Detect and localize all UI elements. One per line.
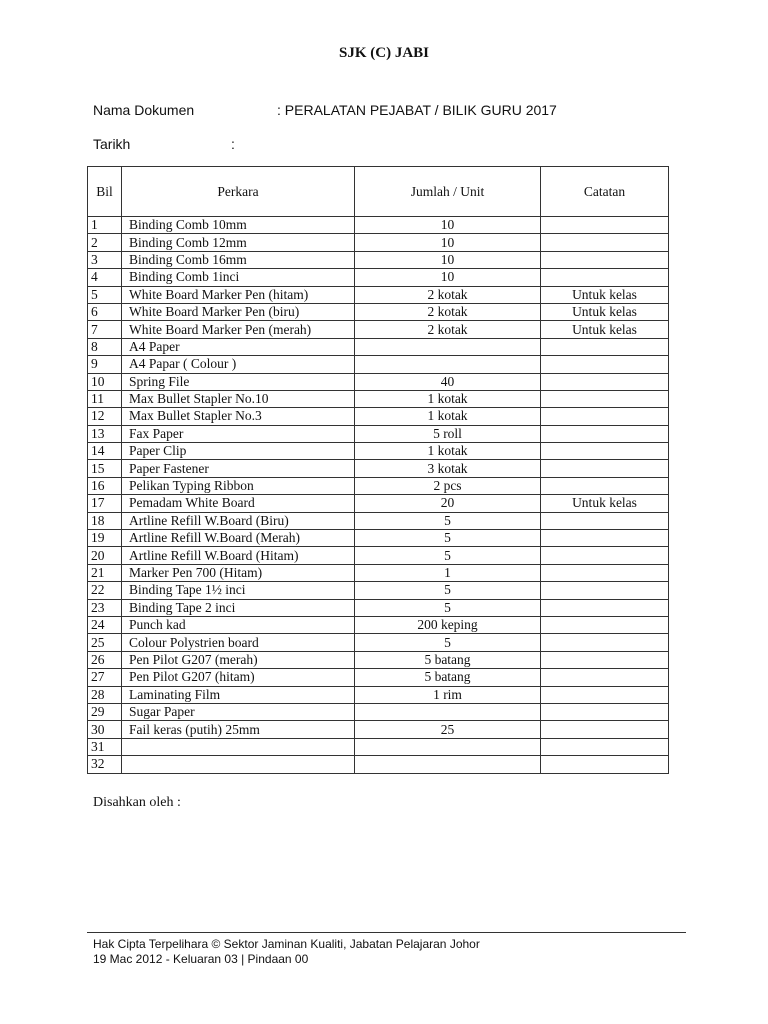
cell-jumlah-unit: 1 rim xyxy=(355,686,541,703)
table-row xyxy=(88,564,669,581)
cell-jumlah-unit: 5 roll xyxy=(355,425,541,442)
cell-catatan xyxy=(541,356,669,373)
cell-perkara: Paper Clip xyxy=(122,443,355,460)
table-row xyxy=(88,408,669,425)
cell-perkara: Artline Refill W.Board (Biru) xyxy=(122,512,355,529)
cell-bil: 10 xyxy=(88,373,122,390)
cell-bil: 29 xyxy=(88,703,122,720)
cell-bil: 8 xyxy=(88,338,122,355)
cell-catatan xyxy=(541,269,669,286)
cell-catatan xyxy=(541,251,669,268)
table-row xyxy=(88,269,669,286)
table-row xyxy=(88,338,669,355)
cell-catatan xyxy=(541,616,669,633)
cell-catatan xyxy=(541,686,669,703)
cell-bil: 12 xyxy=(88,408,122,425)
footer-revision: 19 Mac 2012 - Keluaran 03 | Pindaan 00 xyxy=(93,952,309,966)
cell-jumlah-unit: 1 kotak xyxy=(355,390,541,407)
cell-catatan xyxy=(541,564,669,581)
disahkan-label: Disahkan oleh : xyxy=(93,795,181,810)
cell-catatan xyxy=(541,721,669,738)
cell-perkara: Binding Comb 16mm xyxy=(122,251,355,268)
cell-bil: 15 xyxy=(88,460,122,477)
table-row xyxy=(88,756,669,773)
cell-bil: 1 xyxy=(88,217,122,234)
cell-perkara: A4 Paper xyxy=(122,338,355,355)
items-table xyxy=(87,166,669,774)
cell-jumlah-unit: 5 batang xyxy=(355,669,541,686)
cell-bil: 26 xyxy=(88,651,122,668)
table-row xyxy=(88,634,669,651)
cell-catatan xyxy=(541,669,669,686)
cell-jumlah-unit xyxy=(355,338,541,355)
cell-catatan: Untuk kelas xyxy=(541,286,669,303)
cell-catatan xyxy=(541,530,669,547)
cell-bil: 31 xyxy=(88,738,122,755)
cell-perkara: Laminating Film xyxy=(122,686,355,703)
cell-bil: 11 xyxy=(88,390,122,407)
cell-jumlah-unit: 5 xyxy=(355,547,541,564)
table-row xyxy=(88,234,669,251)
cell-bil: 6 xyxy=(88,303,122,320)
table-header-row xyxy=(88,167,669,217)
table-row xyxy=(88,686,669,703)
cell-jumlah-unit: 25 xyxy=(355,721,541,738)
cell-perkara: Binding Comb 12mm xyxy=(122,234,355,251)
table-row xyxy=(88,217,669,234)
cell-perkara: Fax Paper xyxy=(122,425,355,442)
cell-catatan xyxy=(541,547,669,564)
cell-bil: 22 xyxy=(88,582,122,599)
cell-perkara: White Board Marker Pen (merah) xyxy=(122,321,355,338)
footer-copyright: Hak Cipta Terpelihara © Sektor Jaminan Kualiti, Jabatan Pelajaran Johor xyxy=(93,937,480,951)
table-row xyxy=(88,390,669,407)
cell-catatan xyxy=(541,443,669,460)
cell-perkara: Pemadam White Board xyxy=(122,495,355,512)
cell-catatan xyxy=(541,634,669,651)
cell-catatan xyxy=(541,738,669,755)
cell-perkara: Pelikan Typing Ribbon xyxy=(122,477,355,494)
table-row xyxy=(88,373,669,390)
cell-bil: 20 xyxy=(88,547,122,564)
cell-perkara xyxy=(122,756,355,773)
cell-catatan xyxy=(541,460,669,477)
cell-perkara: A4 Papar ( Colour ) xyxy=(122,356,355,373)
table-row xyxy=(88,495,669,512)
cell-jumlah-unit: 1 kotak xyxy=(355,408,541,425)
cell-catatan: Untuk kelas xyxy=(541,303,669,320)
cell-jumlah-unit: 10 xyxy=(355,251,541,268)
cell-bil: 32 xyxy=(88,756,122,773)
cell-bil: 23 xyxy=(88,599,122,616)
cell-perkara: Fail keras (putih) 25mm xyxy=(122,721,355,738)
cell-bil: 13 xyxy=(88,425,122,442)
footer xyxy=(93,937,480,967)
cell-perkara: Marker Pen 700 (Hitam) xyxy=(122,564,355,581)
cell-jumlah-unit: 10 xyxy=(355,217,541,234)
table-row xyxy=(88,303,669,320)
cell-bil: 5 xyxy=(88,286,122,303)
cell-bil: 9 xyxy=(88,356,122,373)
cell-bil: 27 xyxy=(88,669,122,686)
cell-catatan xyxy=(541,599,669,616)
cell-jumlah-unit: 2 kotak xyxy=(355,286,541,303)
cell-perkara xyxy=(122,738,355,755)
table-body xyxy=(88,217,669,774)
header-jumlah-unit: Jumlah / Unit xyxy=(355,167,541,217)
cell-jumlah-unit: 2 pcs xyxy=(355,477,541,494)
footer-divider xyxy=(87,932,686,933)
cell-bil: 17 xyxy=(88,495,122,512)
cell-catatan xyxy=(541,477,669,494)
cell-perkara: White Board Marker Pen (biru) xyxy=(122,303,355,320)
tarikh-row xyxy=(93,136,393,154)
cell-perkara: White Board Marker Pen (hitam) xyxy=(122,286,355,303)
cell-catatan: Untuk kelas xyxy=(541,495,669,512)
cell-perkara: Colour Polystrien board xyxy=(122,634,355,651)
table-row xyxy=(88,530,669,547)
cell-jumlah-unit: 2 kotak xyxy=(355,321,541,338)
cell-perkara: Punch kad xyxy=(122,616,355,633)
table-row xyxy=(88,582,669,599)
cell-catatan: Untuk kelas xyxy=(541,321,669,338)
nama-dokumen-label: Nama Dokumen xyxy=(93,102,195,118)
cell-bil: 14 xyxy=(88,443,122,460)
cell-jumlah-unit: 5 xyxy=(355,634,541,651)
cell-jumlah-unit: 5 batang xyxy=(355,651,541,668)
document-title: SJK (C) JABI xyxy=(338,45,429,61)
cell-catatan xyxy=(541,390,669,407)
cell-jumlah-unit: 2 kotak xyxy=(355,303,541,320)
header-bil: Bil xyxy=(88,167,122,217)
cell-bil: 30 xyxy=(88,721,122,738)
cell-bil: 3 xyxy=(88,251,122,268)
cell-perkara: Binding Tape 2 inci xyxy=(122,599,355,616)
cell-jumlah-unit: 200 keping xyxy=(355,616,541,633)
cell-catatan xyxy=(541,373,669,390)
cell-jumlah-unit: 5 xyxy=(355,512,541,529)
cell-bil: 19 xyxy=(88,530,122,547)
cell-catatan xyxy=(541,408,669,425)
cell-bil: 25 xyxy=(88,634,122,651)
cell-perkara: Max Bullet Stapler No.3 xyxy=(122,408,355,425)
cell-perkara: Sugar Paper xyxy=(122,703,355,720)
cell-perkara: Binding Comb 10mm xyxy=(122,217,355,234)
cell-catatan xyxy=(541,756,669,773)
header-catatan: Catatan xyxy=(541,167,669,217)
table-row xyxy=(88,547,669,564)
cell-jumlah-unit xyxy=(355,356,541,373)
table-row xyxy=(88,443,669,460)
table-row xyxy=(88,286,669,303)
cell-perkara: Max Bullet Stapler No.10 xyxy=(122,390,355,407)
table-row xyxy=(88,703,669,720)
table-row xyxy=(88,321,669,338)
table-row xyxy=(88,721,669,738)
table-row xyxy=(88,356,669,373)
cell-jumlah-unit: 1 kotak xyxy=(355,443,541,460)
table-row xyxy=(88,669,669,686)
cell-perkara: Artline Refill W.Board (Merah) xyxy=(122,530,355,547)
cell-jumlah-unit: 10 xyxy=(355,234,541,251)
header-perkara: Perkara xyxy=(122,167,355,217)
cell-bil: 24 xyxy=(88,616,122,633)
cell-jumlah-unit xyxy=(355,756,541,773)
cell-catatan xyxy=(541,234,669,251)
cell-catatan xyxy=(541,703,669,720)
cell-catatan xyxy=(541,425,669,442)
cell-perkara: Spring File xyxy=(122,373,355,390)
cell-bil: 16 xyxy=(88,477,122,494)
tarikh-label: Tarikh xyxy=(93,136,131,152)
cell-jumlah-unit: 3 kotak xyxy=(355,460,541,477)
table-row xyxy=(88,512,669,529)
cell-jumlah-unit: 40 xyxy=(355,373,541,390)
cell-jumlah-unit: 5 xyxy=(355,530,541,547)
cell-bil: 18 xyxy=(88,512,122,529)
tarikh-value: : xyxy=(231,136,235,152)
cell-jumlah-unit xyxy=(355,703,541,720)
cell-perkara: Pen Pilot G207 (merah) xyxy=(122,651,355,668)
table-row xyxy=(88,460,669,477)
cell-bil: 28 xyxy=(88,686,122,703)
table-row xyxy=(88,477,669,494)
table-row xyxy=(88,651,669,668)
nama-dokumen-row xyxy=(93,102,653,120)
cell-catatan xyxy=(541,217,669,234)
cell-catatan xyxy=(541,651,669,668)
table-row xyxy=(88,599,669,616)
cell-jumlah-unit: 10 xyxy=(355,269,541,286)
cell-jumlah-unit xyxy=(355,738,541,755)
cell-perkara: Artline Refill W.Board (Hitam) xyxy=(122,547,355,564)
cell-perkara: Paper Fastener xyxy=(122,460,355,477)
cell-bil: 4 xyxy=(88,269,122,286)
cell-catatan xyxy=(541,512,669,529)
cell-jumlah-unit: 5 xyxy=(355,582,541,599)
cell-perkara: Binding Tape 1½ inci xyxy=(122,582,355,599)
cell-catatan xyxy=(541,338,669,355)
cell-jumlah-unit: 20 xyxy=(355,495,541,512)
table-row xyxy=(88,616,669,633)
cell-perkara: Binding Comb 1inci xyxy=(122,269,355,286)
nama-dokumen-value: : PERALATAN PEJABAT / BILIK GURU 2017 xyxy=(277,102,557,118)
cell-jumlah-unit: 1 xyxy=(355,564,541,581)
cell-jumlah-unit: 5 xyxy=(355,599,541,616)
cell-bil: 21 xyxy=(88,564,122,581)
cell-perkara: Pen Pilot G207 (hitam) xyxy=(122,669,355,686)
table-row xyxy=(88,738,669,755)
table-row xyxy=(88,425,669,442)
cell-bil: 2 xyxy=(88,234,122,251)
cell-bil: 7 xyxy=(88,321,122,338)
cell-catatan xyxy=(541,582,669,599)
table-row xyxy=(88,251,669,268)
